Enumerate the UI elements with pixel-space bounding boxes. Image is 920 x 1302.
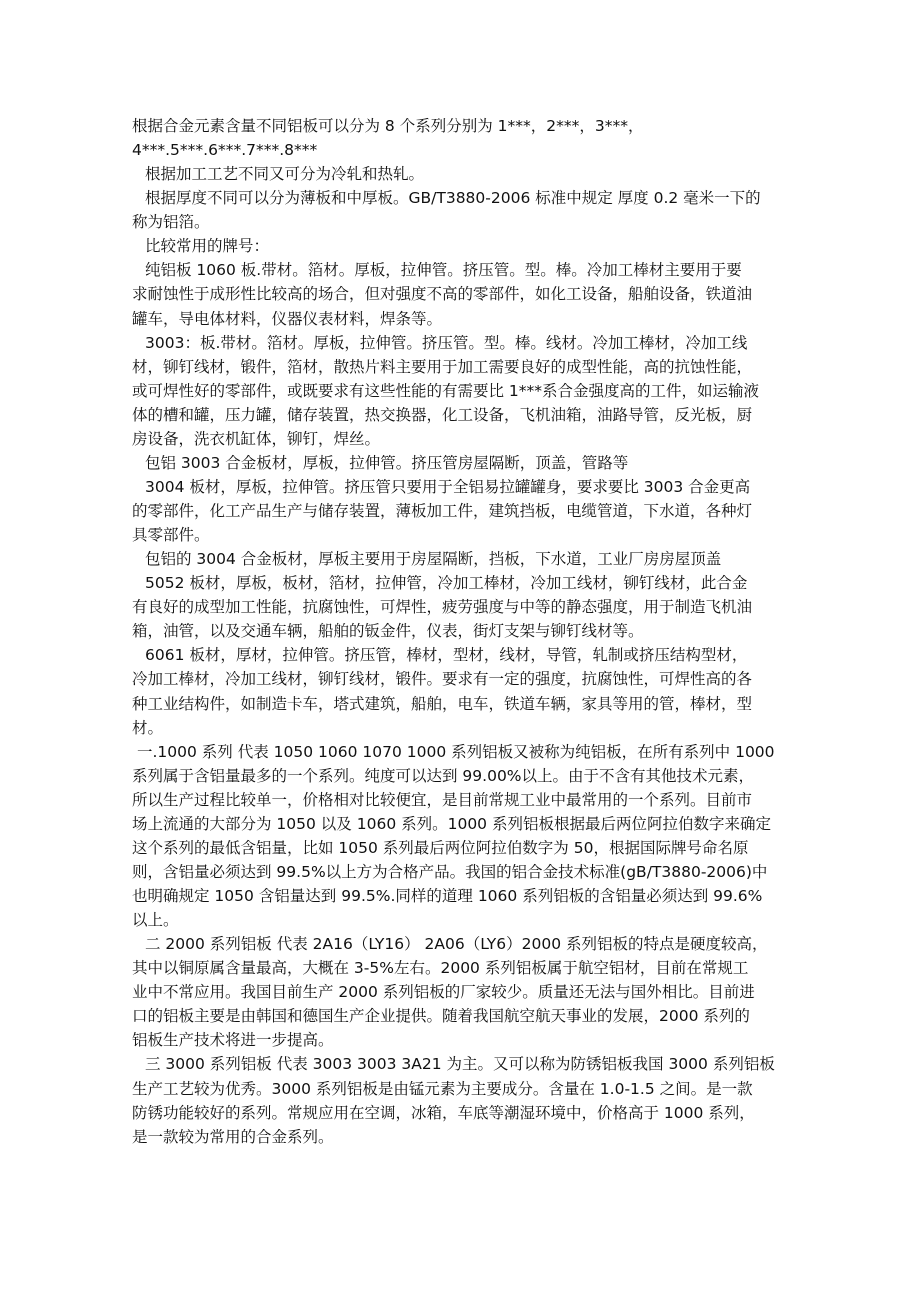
text-line: 的零部件，化工产品生产与储存装置，薄板加工件，建筑挡板，电缆管道，下水道，各种灯 [132, 502, 753, 520]
text-line: 则，含铝量必须达到 99.5%以上方为合格产品。我国的铝合金技术标准(gB/T3880-2006)中 [132, 862, 768, 881]
text-line: 系列属于含铝量最多的一个系列。纯度可以达到 99.00%以上。由于不含有其他技术元素， [132, 766, 755, 785]
text-line: 三 3000 系列铝板 代表 3003 3003 3A21 为主。又可以称为防锈铝板我国 3000 系列铝板 [145, 1055, 775, 1074]
text-line: 3004 板材，厚板，拉伸管。挤压管只要用于全铝易拉罐罐身，要求要比 3003 合金更高 [145, 477, 751, 496]
text-line: 铝板生产技术将进一步提高。 [132, 1031, 334, 1050]
text-line: 称为铝箔。 [132, 213, 210, 232]
text-line: 材，铆钉线材，锻件，箔材，散热片料主要用于加工需要良好的成型性能，高的抗蚀性能， [132, 357, 753, 376]
text-line: 口的铝板主要是由韩国和德国生产企业提供。随着我国航空航天事业的发展，2000 系列的 [132, 1007, 750, 1026]
text-line: 6061 板材，厚材，拉伸管。挤压管，棒材，型材，线材，导管，轧制或挤压结构型材， [145, 646, 748, 665]
text-line: 根据合金元素含量不同铝板可以分为 8 个系列分别为 1***，2***，3***， [132, 117, 644, 135]
text-line: 具零部件。 [132, 526, 210, 545]
text-line: 也明确规定 1050 含铝量达到 99.5%.同样的道理 1060 系列铝板的含铝量必须达到 99.6% [132, 887, 763, 905]
text-line: 包铝的 3004 合金板材，厚板主要用于房屋隔断，挡板，下水道，工业厂房房屋顶盖 [145, 550, 722, 569]
text-line: 二 2000 系列铝板 代表 2A16（LY16） 2A06（LY6）2000 系列铝板的特点是硬度较高， [145, 935, 768, 954]
text-line: 求耐蚀性于成形性比较高的场合，但对强度不高的零部件，如化工设备，船舶设备，铁道油 [132, 285, 753, 304]
text-line: 4***.5***.6***.7***.8*** [132, 141, 318, 160]
text-line: 比较常用的牌号： [145, 237, 270, 256]
text-line: 业中不常应用。我国目前生产 2000 系列铝板的厂家较少。质量还无法与国外相比。目前进 [132, 983, 755, 1002]
text-line: 以上。 [132, 911, 179, 930]
text-line: 场上流通的大部分为 1050 以及 1060 系列。1000 系列铝板根据最后两位阿拉伯数字来确定 [132, 814, 771, 833]
text-line: 冷加工棒材，冷加工线材，铆钉线材，锻件。要求有一定的强度，抗腐蚀性，可焊性高的各 [132, 670, 753, 689]
document-body [132, 114, 804, 1149]
text-line: 箱，油管，以及交通车辆，船舶的钣金件，仪表，街灯支架与铆钉线材等。 [132, 622, 644, 641]
text-line: 一.1000 系列 代表 1050 1060 1070 1000 系列铝板又被称为纯铝板，在所有系列中 1000 [137, 742, 775, 761]
text-line: 包铝 3003 合金板材，厚板，拉伸管。挤压管房屋隔断，顶盖，管路等 [145, 453, 629, 472]
text-line: 材。 [132, 718, 164, 737]
text-line: 罐车，导电体材料，仪器仪表材料，焊条等。 [132, 309, 443, 328]
text-line: 防锈功能较好的系列。常规应用在空调，冰箱，车底等潮湿环境中，价格高于 1000 系列， [132, 1103, 755, 1122]
text-line: 根据厚度不同可以分为薄板和中厚板。GB/T3880-2006 标准中规定 厚度 0.2 毫米一下的 [145, 189, 761, 208]
text-line: 或可焊性好的零部件，或既要求有这些性能的有需要比 1***系合金强度高的工件，如运输液 [132, 381, 760, 400]
text-line: 纯铝板 1060 板.带材。箔材。厚板，拉伸管。挤压管。型。棒。冷加工棒材主要用于要 [145, 261, 742, 280]
text-line: 5052 板材，厚板，板材，箔材，拉伸管，冷加工棒材，冷加工线材，铆钉线材，此合金 [145, 574, 748, 593]
text-line: 种工业结构件，如制造卡车，塔式建筑，船舶，电车，铁道车辆，家具等用的管，棒材，型 [132, 694, 753, 713]
text-line: 所以生产过程比较单一，价格相对比较便宜，是目前常规工业中最常用的一个系列。目前市 [132, 790, 753, 809]
text-line: 根据加工工艺不同又可分为冷轧和热轧。 [145, 165, 425, 184]
text-line: 是一款较为常用的合金系列。 [132, 1127, 334, 1146]
text-line: 房设备，洗衣机缸体，铆钉，焊丝。 [132, 429, 381, 448]
text-line: 其中以铜原属含量最高，大概在 3-5%左右。2000 系列铝板属于航空铝材，目前在常规工 [132, 959, 749, 978]
text-line: 有良好的成型加工性能，抗腐蚀性，可焊性，疲劳强度与中等的静态强度，用于制造飞机油 [132, 598, 753, 617]
text-line: 3003：板.带材。箔材。厚板，拉伸管。挤压管。型。棒。线材。冷加工棒材，冷加工线 [145, 333, 748, 352]
text-line: 体的槽和罐，压力罐，储存装置，热交换器，化工设备，飞机油箱，油路导管，反光板，厨 [132, 405, 753, 424]
text-line: 这个系列的最低含铝量，比如 1050 系列最后两位阿拉伯数字为 50，根据国际牌号命名原 [132, 838, 749, 857]
text-line: 生产工艺较为优秀。3000 系列铝板是由锰元素为主要成分。含量在 1.0-1.5 之间。是一款 [132, 1079, 753, 1098]
